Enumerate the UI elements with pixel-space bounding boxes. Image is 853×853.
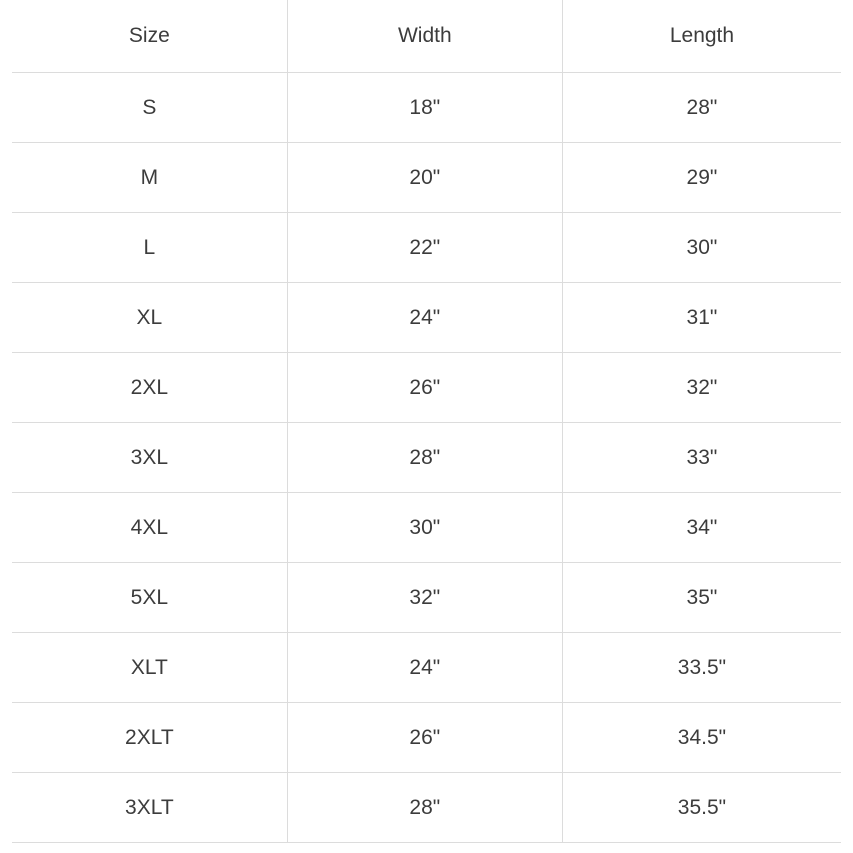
cell-width: 28"	[287, 423, 562, 493]
table-row	[12, 773, 841, 843]
cell-size: 2XLT	[12, 703, 287, 773]
table-row	[12, 703, 841, 773]
cell-length: 33"	[562, 423, 841, 493]
cell-size: 5XL	[12, 563, 287, 633]
table-row	[12, 283, 841, 353]
cell-size: 3XL	[12, 423, 287, 493]
cell-size: 3XLT	[12, 773, 287, 843]
cell-size: XLT	[12, 633, 287, 703]
cell-width: 20"	[287, 143, 562, 213]
cell-length: 30"	[562, 213, 841, 283]
table-body	[12, 73, 841, 843]
cell-size: 2XL	[12, 353, 287, 423]
table-row	[12, 493, 841, 563]
table-row	[12, 213, 841, 283]
cell-width: 24"	[287, 633, 562, 703]
size-chart-table	[12, 0, 841, 843]
cell-size: 4XL	[12, 493, 287, 563]
cell-length: 31"	[562, 283, 841, 353]
cell-size: XL	[12, 283, 287, 353]
cell-width: 30"	[287, 493, 562, 563]
table-row	[12, 353, 841, 423]
cell-length: 28"	[562, 73, 841, 143]
cell-length: 29"	[562, 143, 841, 213]
cell-width: 28"	[287, 773, 562, 843]
cell-size: M	[12, 143, 287, 213]
cell-width: 24"	[287, 283, 562, 353]
cell-length: 32"	[562, 353, 841, 423]
column-header-width: Width	[287, 0, 562, 73]
cell-width: 32"	[287, 563, 562, 633]
cell-length: 35.5"	[562, 773, 841, 843]
table-row	[12, 73, 841, 143]
cell-length: 35"	[562, 563, 841, 633]
cell-width: 26"	[287, 353, 562, 423]
cell-length: 34"	[562, 493, 841, 563]
column-header-length: Length	[562, 0, 841, 73]
table-row	[12, 633, 841, 703]
cell-size: S	[12, 73, 287, 143]
table-header-row	[12, 0, 841, 73]
cell-width: 26"	[287, 703, 562, 773]
cell-length: 34.5"	[562, 703, 841, 773]
cell-width: 22"	[287, 213, 562, 283]
cell-length: 33.5"	[562, 633, 841, 703]
cell-width: 18"	[287, 73, 562, 143]
column-header-size: Size	[12, 0, 287, 73]
table-row	[12, 423, 841, 493]
table-header	[12, 0, 841, 73]
table-row	[12, 563, 841, 633]
cell-size: L	[12, 213, 287, 283]
table-row	[12, 143, 841, 213]
